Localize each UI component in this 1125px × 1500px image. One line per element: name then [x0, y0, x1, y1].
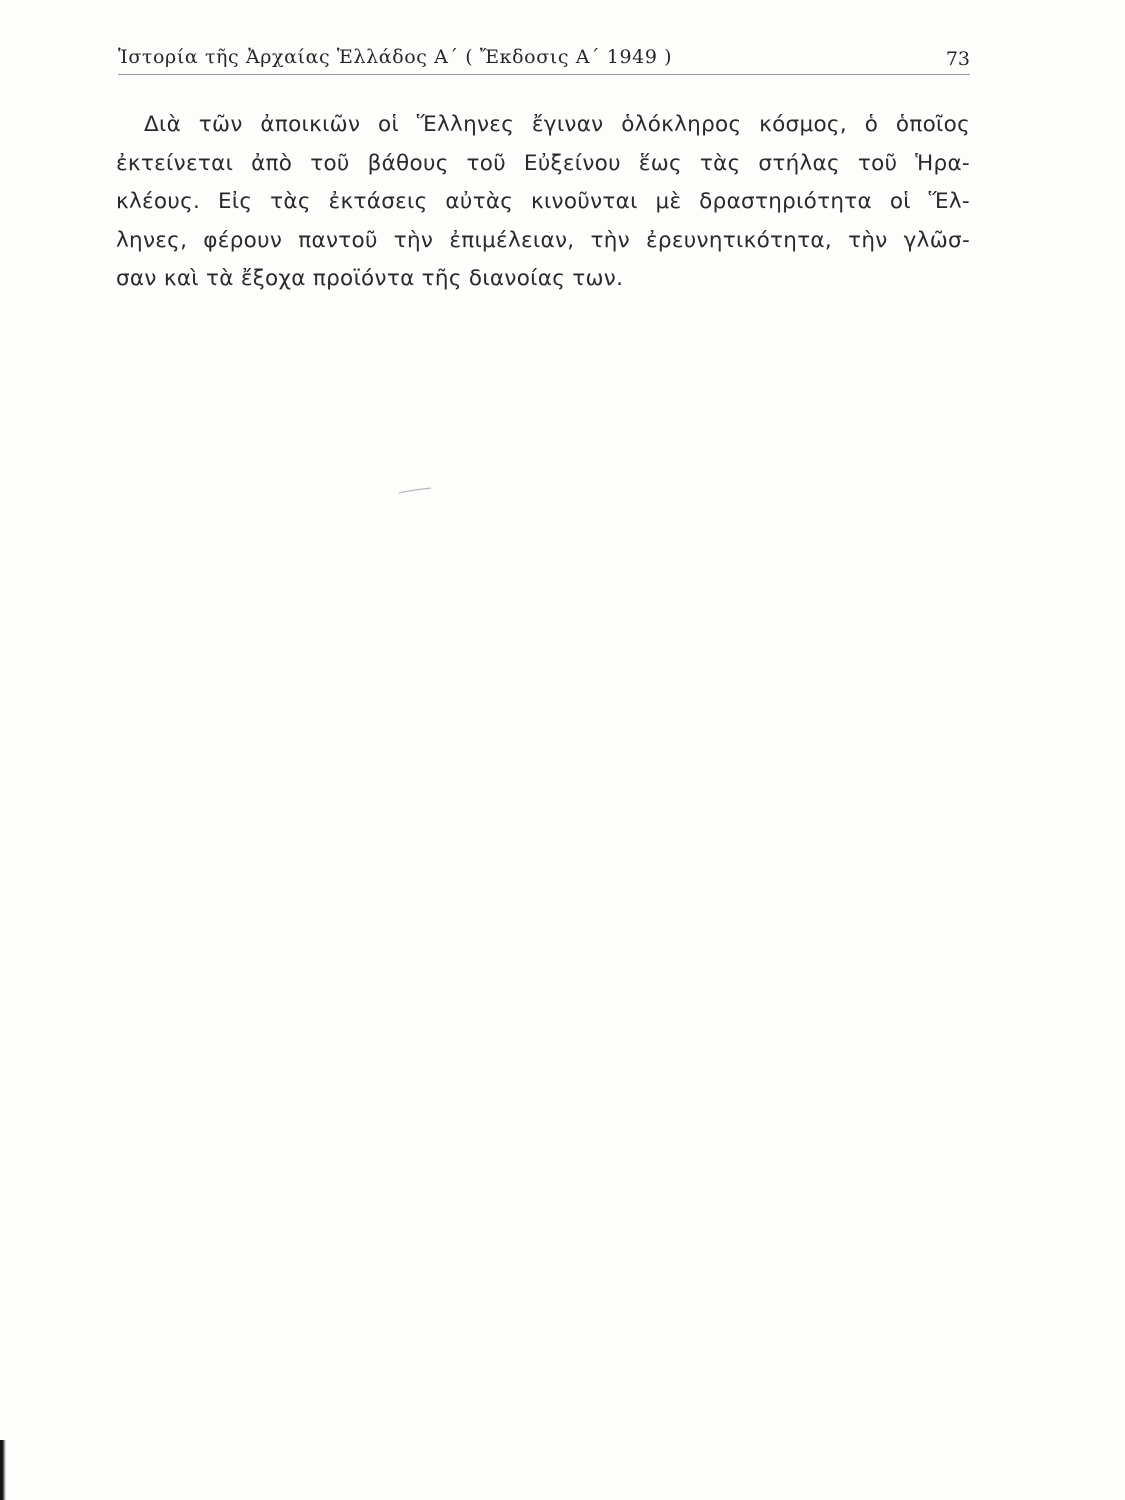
paragraph-line: Διὰ τῶν ἀποικιῶν οἱ Ἕλληνες ἔγιναν ὁλόκληρος κόσμος, ὁ ὁποῖος [144, 112, 970, 137]
ink-smudge [398, 487, 432, 495]
scan-edge-shadow [0, 1440, 6, 1500]
body-paragraph [116, 106, 970, 299]
paragraph-line: ἐκτείνεται ἀπὸ τοῦ βάθους τοῦ Εὐξείνου ἕως τὰς στήλας τοῦ Ἡρα- [116, 150, 970, 176]
paragraph-line: κλέους. Εἰς τὰς ἐκτάσεις αὐτὰς κινοῦνται μὲ δραστηριότητα οἱ Ἕλ- [116, 189, 970, 215]
running-header [118, 46, 970, 78]
paragraph-line: σαν καὶ τὰ ἔξοχα προϊόντα τῆς διανοίας των. [116, 266, 624, 292]
header-rule [118, 74, 970, 75]
paragraph-line: ληνες, φέρουν παντοῦ τὴν ἐπιμέλειαν, τὴν ἐρευνητικότητα, τὴν γλῶσ- [116, 227, 970, 253]
header-title: Ἱστορία τῆς Ἀρχαίας Ἑλλάδος Α΄ ( Ἔκδοσις Α΄ 1949 ) [118, 46, 673, 68]
page-number: 73 [945, 48, 970, 70]
